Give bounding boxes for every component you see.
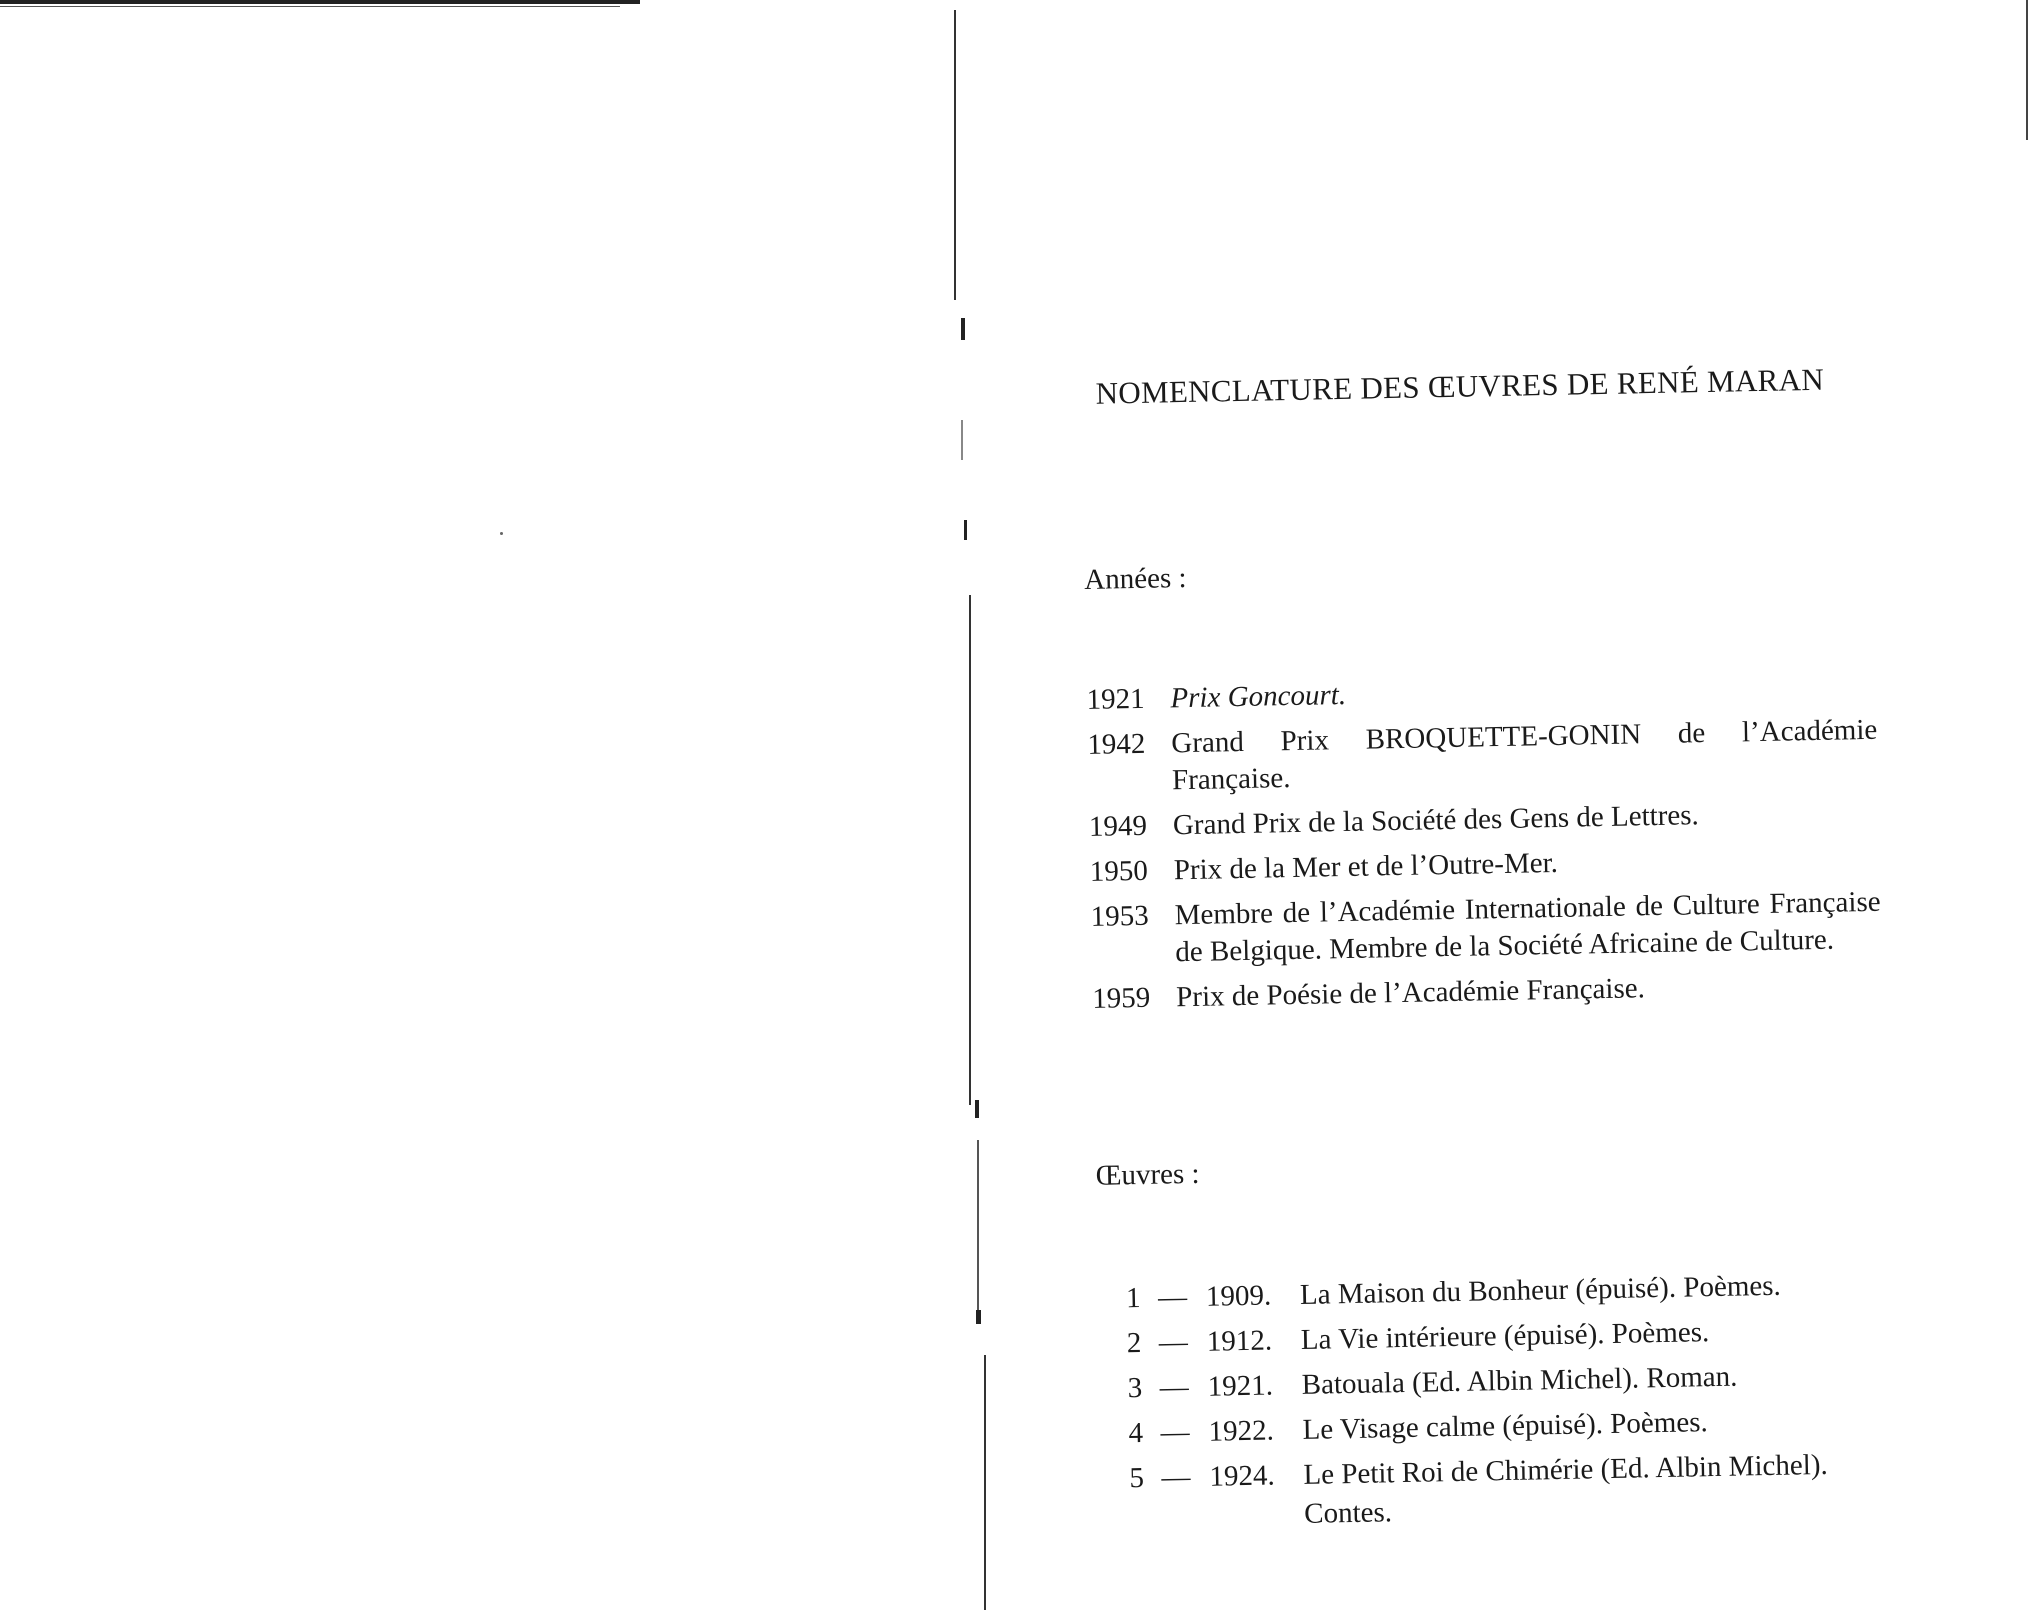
gutter-line-bottom xyxy=(984,1355,986,1610)
work-year: 1912. xyxy=(1206,1324,1273,1358)
year-number: 1942 xyxy=(1087,727,1146,761)
works-list xyxy=(1126,1264,1911,1543)
scan-dust-speck xyxy=(500,532,503,535)
work-entry xyxy=(1129,1444,1910,1537)
gutter-line-faint xyxy=(961,420,963,460)
gutter-line-middle xyxy=(969,595,971,1105)
year-number: 1921 xyxy=(1086,682,1145,716)
work-number: 2 xyxy=(1126,1327,1142,1360)
work-entry xyxy=(1126,1264,1907,1318)
work-dash: — xyxy=(1158,1326,1189,1359)
work-title: Le Visage calme (épuisé). Poèmes. xyxy=(1302,1406,1709,1446)
gutter-line-top xyxy=(954,10,956,300)
work-dash: — xyxy=(1157,1281,1188,1314)
year-text: Grand Prix BROQUETTE-GONIN de l’Académie Française. xyxy=(1171,713,1878,797)
work-title: Le Petit Roi de Chimérie (Ed. Albin Michel). Contes. xyxy=(1303,1448,1828,1530)
work-year: 1921. xyxy=(1207,1369,1274,1403)
work-year: 1909. xyxy=(1205,1279,1272,1313)
year-text: Prix de Poésie de l’Académie Française. xyxy=(1175,972,1646,1014)
work-title: La Vie intérieure (épuisé). Poèmes. xyxy=(1300,1316,1710,1356)
work-entry xyxy=(1127,1354,1908,1408)
work-dash: — xyxy=(1160,1416,1190,1449)
year-entry xyxy=(1090,884,1881,973)
gutter-mark xyxy=(961,318,965,340)
prix-goncourt-text: Prix Goncourt. xyxy=(1170,678,1347,715)
year-number: 1953 xyxy=(1090,899,1149,933)
works-section-label: Œuvres : xyxy=(1095,1157,1200,1192)
gutter-mark xyxy=(975,1100,979,1118)
year-text: Grand Prix de la Société des Gens de Lettres. xyxy=(1172,799,1700,842)
year-number: 1949 xyxy=(1088,809,1148,843)
work-year: 1922. xyxy=(1208,1414,1275,1448)
scan-top-rule xyxy=(0,0,640,4)
year-text: Membre de l’Académie Internationale de Culture Française de Belgique. Membre de la Société Africaine de Culture. xyxy=(1174,885,1881,969)
work-number: 3 xyxy=(1127,1371,1143,1405)
year-entry xyxy=(1086,667,1877,719)
year-entry xyxy=(1092,966,1883,1018)
gutter-mark xyxy=(964,520,967,540)
year-entry xyxy=(1089,794,1880,846)
years-section-label: Années : xyxy=(1083,561,1187,596)
scan-right-edge xyxy=(2026,0,2028,140)
year-entry xyxy=(1089,839,1880,891)
work-entry xyxy=(1127,1309,1908,1363)
years-list xyxy=(1086,667,1882,1026)
year-entry xyxy=(1087,712,1878,801)
work-entry xyxy=(1128,1399,1909,1453)
work-year: 1924. xyxy=(1209,1459,1276,1493)
year-number: 1950 xyxy=(1089,854,1149,888)
gutter-mark xyxy=(976,1310,981,1324)
work-number: 5 xyxy=(1129,1461,1145,1495)
right-page xyxy=(1080,343,1980,1530)
page-title: NOMENCLATURE DES ŒUVRES DE RENÉ MARAN xyxy=(1095,361,1825,411)
year-text: Prix de la Mer et de l’Outre-Mer. xyxy=(1173,846,1559,887)
work-number: 4 xyxy=(1128,1416,1144,1450)
year-number: 1959 xyxy=(1091,981,1151,1015)
work-title: La Maison du Bonheur (épuisé). Poèmes. xyxy=(1299,1269,1782,1311)
work-title: Batouala (Ed. Albin Michel). Roman. xyxy=(1301,1360,1738,1401)
scan-top-rule-thin xyxy=(0,6,620,7)
gutter-line-lower xyxy=(977,1140,979,1310)
work-number: 1 xyxy=(1125,1282,1141,1315)
year-text xyxy=(1170,679,1346,714)
work-dash: — xyxy=(1161,1461,1191,1494)
work-dash: — xyxy=(1159,1371,1190,1404)
